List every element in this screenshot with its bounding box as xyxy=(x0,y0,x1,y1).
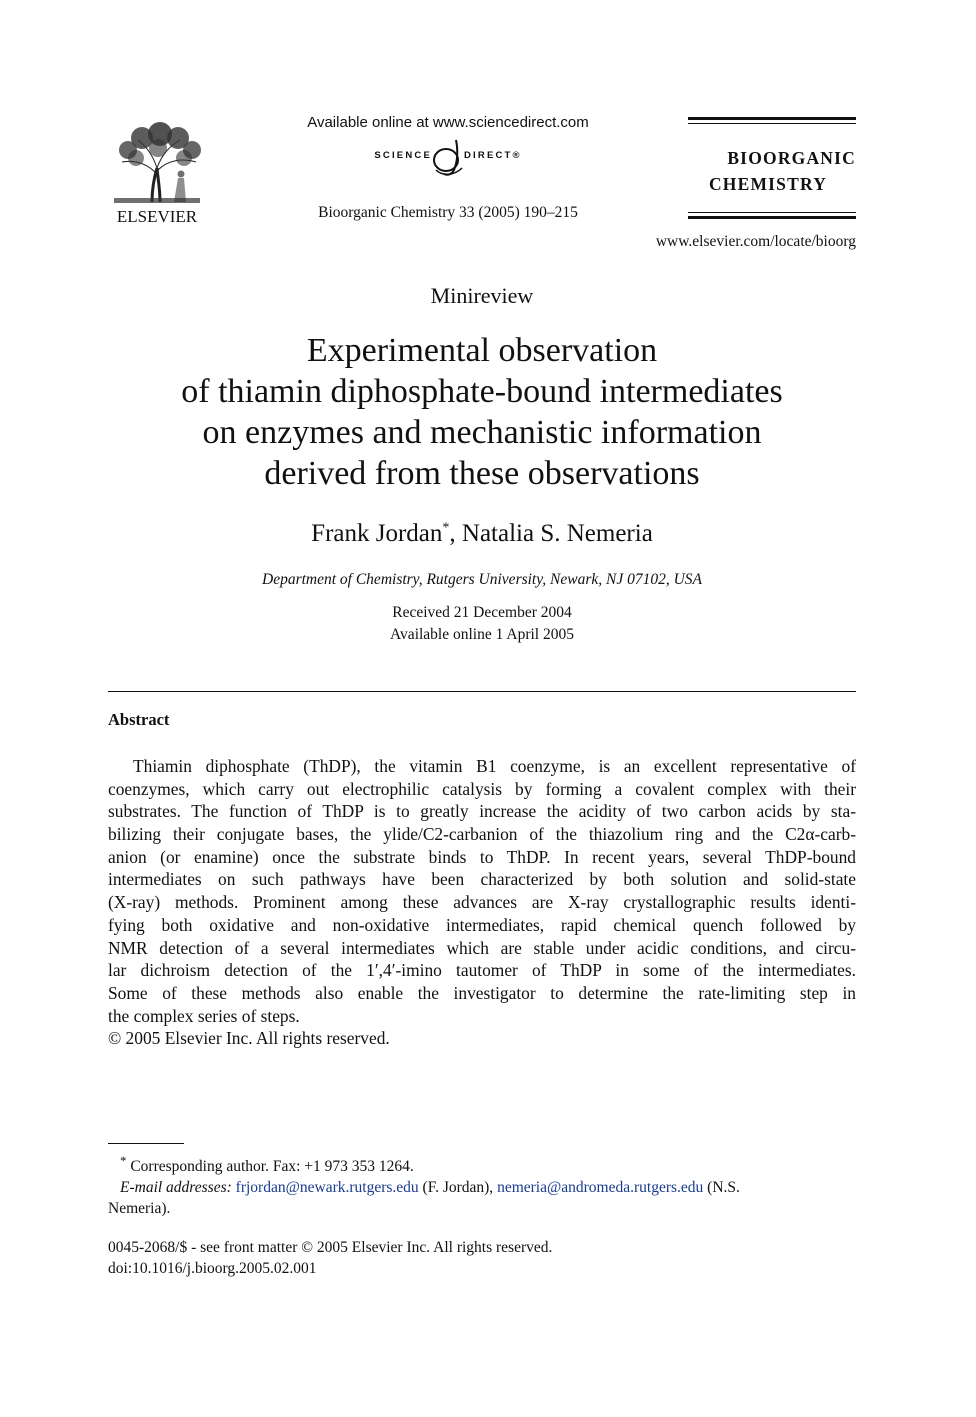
sciencedirect-right: DIRECT® xyxy=(464,150,522,161)
abstract-line: anion (or enamine) once the substrate binds to ThDP. In recent years, several ThDP-bound xyxy=(108,846,856,867)
authors xyxy=(0,520,964,548)
abstract-line: substrates. The function of ThDP is to greatly increase the acidity of two carbon acids by sta- xyxy=(108,801,856,822)
abstract-line: intermediates on such pathways have been characterized by both solution and solid-state xyxy=(108,869,856,890)
journal-rule xyxy=(688,117,856,120)
abstract-heading: Abstract xyxy=(108,710,170,729)
journal-url-link[interactable]: www.elsevier.com/locate/bioorg xyxy=(655,233,856,250)
front-matter xyxy=(108,1237,552,1279)
email-owner-continued: Nemeria). xyxy=(108,1200,171,1218)
footnote-mark: * xyxy=(120,1153,127,1168)
abstract-line: (X-ray) methods. Prominent among these advances are X-ray crystallographic results identi- xyxy=(108,892,856,913)
elsevier-tree-icon xyxy=(108,118,206,226)
corresponding-text: Corresponding author. Fax: +1 973 353 1264. xyxy=(130,1158,414,1176)
publisher-name: ELSEVIER xyxy=(116,207,198,226)
email-link-nemeria[interactable]: nemeria@andromeda.rutgers.edu xyxy=(497,1179,704,1197)
journal-rule xyxy=(688,123,856,124)
article-title xyxy=(100,330,864,494)
author-nemeria: , Natalia S. Nemeria xyxy=(449,520,653,547)
sciencedirect-d-icon xyxy=(428,136,468,178)
corresponding-footnote xyxy=(108,1150,856,1177)
footnotes xyxy=(108,1150,856,1219)
journal-rule xyxy=(688,216,856,219)
abstract-line: Thiamin diphosphate (ThDP), the vitamin B1 coenzyme, is an excellent representative of xyxy=(133,756,856,776)
sciencedirect-logo xyxy=(298,136,598,178)
available-online-date: Available online 1 April 2005 xyxy=(390,626,574,643)
abstract-line: bilizing their conjugate bases, the ylide/C2-carbanion of the thiazolium ring and the C2α-carb- xyxy=(108,824,856,845)
title-line: Experimental observation xyxy=(306,332,658,369)
abstract-line: Some of these methods also enable the investigator to determine the rate-limiting step in xyxy=(108,982,856,1003)
title-line: on enzymes and mechanistic information xyxy=(202,414,762,451)
available-online-text: Available online at www.sciencedirect.com xyxy=(307,114,589,131)
abstract-line: the complex series of steps. xyxy=(108,1005,300,1026)
abstract-line: NMR detection of a several intermediates which are stable under acidic conditions, and circu- xyxy=(108,937,856,958)
email-label: E-mail addresses: xyxy=(120,1179,232,1197)
journal-citation: Bioorganic Chemistry 33 (2005) 190–215 xyxy=(318,204,578,221)
section-type: Minireview xyxy=(430,283,534,308)
affiliation: Department of Chemistry, Rutgers University, Newark, NJ 07102, USA xyxy=(262,571,702,588)
issn-line: 0045-2068/$ - see front matter © 2005 Elsevier Inc. All rights reserved. xyxy=(108,1239,553,1256)
abstract-line: fying both oxidative and non-oxidative intermediates, rapid chemical quench followed by xyxy=(108,914,856,935)
abstract-line: lar dichroism detection of the 1′,4′-imino tautomer of ThDP in some of the intermediates. xyxy=(108,960,856,981)
title-line: derived from these observations xyxy=(264,455,700,492)
email-owner-jordan: (F. Jordan), xyxy=(418,1179,498,1197)
sciencedirect-left: SCIENCE xyxy=(374,150,432,161)
received-date: Received 21 December 2004 xyxy=(392,604,572,621)
journal-rule xyxy=(688,212,856,213)
abstract-line: coenzymes, which carry out electrophilic catalysis by forming a covalent complex with their xyxy=(108,778,856,799)
footnote-rule xyxy=(108,1143,184,1144)
author-jordan: Frank Jordan xyxy=(311,520,443,547)
email-footnote xyxy=(108,1177,856,1198)
title-line: of thiamin diphosphate-bound intermediates xyxy=(181,373,783,410)
journal-name-line2: CHEMISTRY xyxy=(708,174,828,194)
elsevier-logo xyxy=(108,118,206,226)
doi-line[interactable]: doi:10.1016/j.bioorg.2005.02.001 xyxy=(108,1260,317,1277)
divider xyxy=(108,691,856,692)
email-owner-nemeria: (N.S. xyxy=(707,1179,740,1197)
abstract-copyright: © 2005 Elsevier Inc. All rights reserved. xyxy=(108,1028,390,1049)
email-link-jordan[interactable]: frjordan@newark.rutgers.edu xyxy=(235,1179,419,1197)
abstract-body xyxy=(108,755,856,1050)
corresponding-mark[interactable]: * xyxy=(442,520,450,536)
journal-name-line1: BIOORGANIC xyxy=(727,148,856,168)
